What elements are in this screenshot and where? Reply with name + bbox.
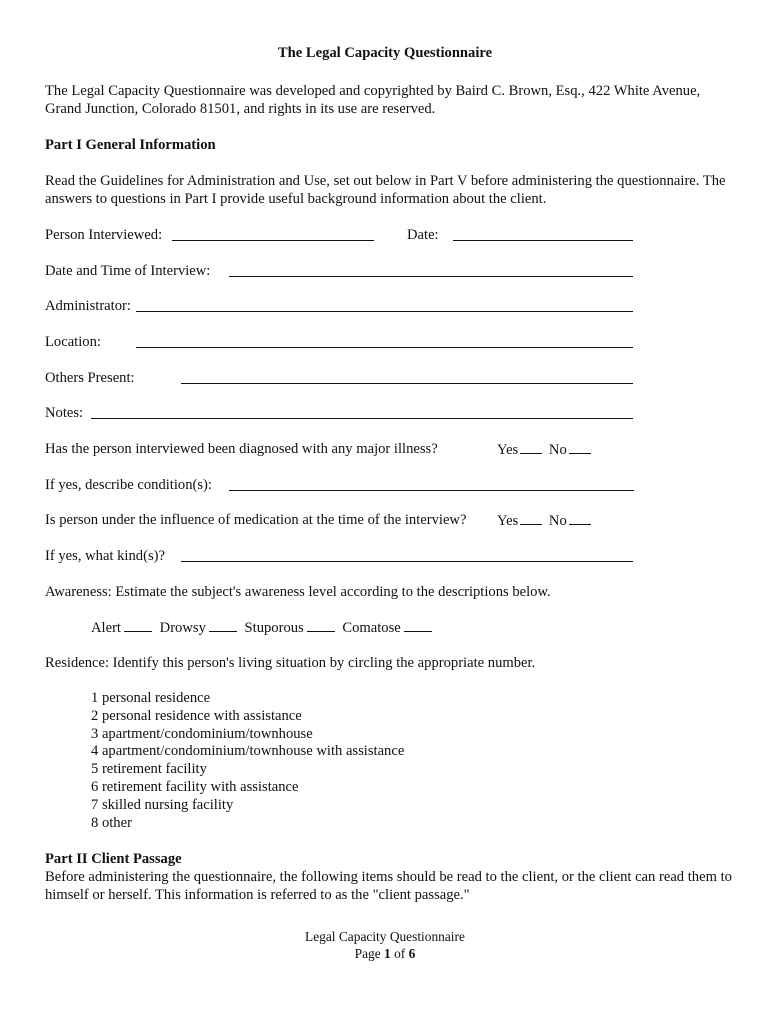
diagnosis-yes-blank[interactable] [520, 440, 542, 454]
residence-options [91, 689, 404, 831]
awareness-alert-blank[interactable] [124, 618, 152, 632]
page-number [0, 945, 770, 962]
page-word: Page [354, 946, 381, 961]
administrator-field[interactable] [136, 311, 633, 312]
part2-heading: Part II Client Passage [45, 851, 182, 867]
diagnosis-no-label: No [548, 442, 567, 458]
what-kinds-label: If yes, what kind(s)? [45, 548, 165, 564]
medication-no-label: No [548, 513, 567, 529]
diagnosis-row [45, 440, 645, 458]
administrator-row [45, 297, 645, 315]
date-time-row [45, 262, 645, 280]
notes-field[interactable] [91, 418, 633, 419]
residence-option[interactable]: 6 retirement facility with assistance [91, 778, 299, 795]
awareness-stuporous-label: Stuporous [244, 620, 304, 636]
diagnosis-no-blank[interactable] [569, 440, 591, 454]
location-label: Location: [45, 334, 101, 350]
awareness-instructions: Awareness: Estimate the subject's awareness level according to the descriptions below. [45, 584, 551, 600]
awareness-stuporous-blank[interactable] [307, 618, 335, 632]
date-time-interview-label: Date and Time of Interview: [45, 263, 211, 279]
copyright-intro: The Legal Capacity Questionnaire was developed and copyrighted by Baird C. Brown, Esq., 422 White Avenue, Grand Junction, Colorado 81501, and rights in its use are reserved. [45, 83, 701, 117]
awareness-comatose [342, 618, 431, 637]
person-interviewed-field[interactable] [172, 240, 374, 241]
diagnosis-yes [497, 440, 591, 459]
date-time-interview-field[interactable] [229, 276, 633, 277]
part1-instructions: Read the Guidelines for Administration and Use, set out below in Part V before administering the questionnaire. The answers to questions in Part I provide useful background information about the client. [45, 173, 726, 207]
of-word: of [394, 946, 406, 961]
person-date-row [45, 226, 645, 244]
residence-option[interactable]: 7 skilled nursing facility [91, 796, 234, 813]
awareness-stuporous [245, 618, 335, 637]
describe-conditions-label: If yes, describe condition(s): [45, 477, 212, 493]
awareness-alert [91, 618, 152, 637]
others-present-row [45, 369, 645, 387]
administrator-label: Administrator: [45, 298, 131, 314]
awareness-drowsy-blank[interactable] [209, 618, 237, 632]
medication-row [45, 511, 645, 529]
page-total: 6 [408, 946, 416, 961]
medication-yes-label: Yes [497, 513, 519, 529]
part1-heading: Part I General Information [45, 137, 216, 153]
residence-option[interactable]: 1 personal residence [91, 690, 211, 706]
residence-option[interactable]: 5 retirement facility [91, 761, 207, 778]
awareness-options [91, 618, 436, 637]
awareness-drowsy-label: Drowsy [159, 620, 206, 636]
awareness-comatose-blank[interactable] [404, 618, 432, 632]
medication-yes [497, 511, 591, 530]
conditions-row [45, 476, 645, 494]
awareness-comatose-label: Comatose [342, 620, 401, 636]
date-field[interactable] [453, 240, 633, 241]
diagnosis-yes-label: Yes [497, 442, 519, 458]
footer-title: Legal Capacity Questionnaire [305, 929, 465, 944]
residence-instructions: Residence: Identify this person's living situation by circling the appropriate number. [45, 655, 536, 671]
location-row [45, 333, 645, 351]
others-present-label: Others Present: [45, 370, 135, 386]
diagnosis-question: Has the person interviewed been diagnosed with any major illness? [45, 441, 438, 457]
page-current: 1 [384, 946, 391, 961]
medication-yes-blank[interactable] [520, 511, 542, 525]
date-label: Date: [407, 227, 439, 243]
person-interviewed-label: Person Interviewed: [45, 227, 163, 243]
awareness-alert-label: Alert [91, 620, 121, 636]
medication-question: Is person under the influence of medication at the time of the interview? [45, 512, 467, 528]
location-field[interactable] [136, 347, 633, 348]
awareness-drowsy [160, 618, 237, 637]
notes-row [45, 404, 645, 422]
others-present-field[interactable] [181, 383, 633, 384]
describe-conditions-field[interactable] [229, 490, 634, 491]
what-kinds-row [45, 547, 645, 565]
residence-option[interactable]: 3 apartment/condominium/townhouse [91, 725, 313, 742]
residence-option[interactable]: 2 personal residence with assistance [91, 707, 302, 724]
notes-label: Notes: [45, 405, 84, 421]
part2-text: Before administering the questionnaire, the following items should be read to the client, or the client can read them to himself or herself. This information is referred to as the "client passage." [45, 869, 732, 903]
residence-option[interactable]: 8 other [91, 814, 132, 831]
residence-option[interactable]: 4 apartment/condominium/townhouse with assistance [91, 743, 405, 760]
medication-no-blank[interactable] [569, 511, 591, 525]
what-kinds-field[interactable] [181, 561, 633, 562]
page-footer [0, 928, 770, 962]
document-title: The Legal Capacity Questionnaire [277, 45, 493, 61]
